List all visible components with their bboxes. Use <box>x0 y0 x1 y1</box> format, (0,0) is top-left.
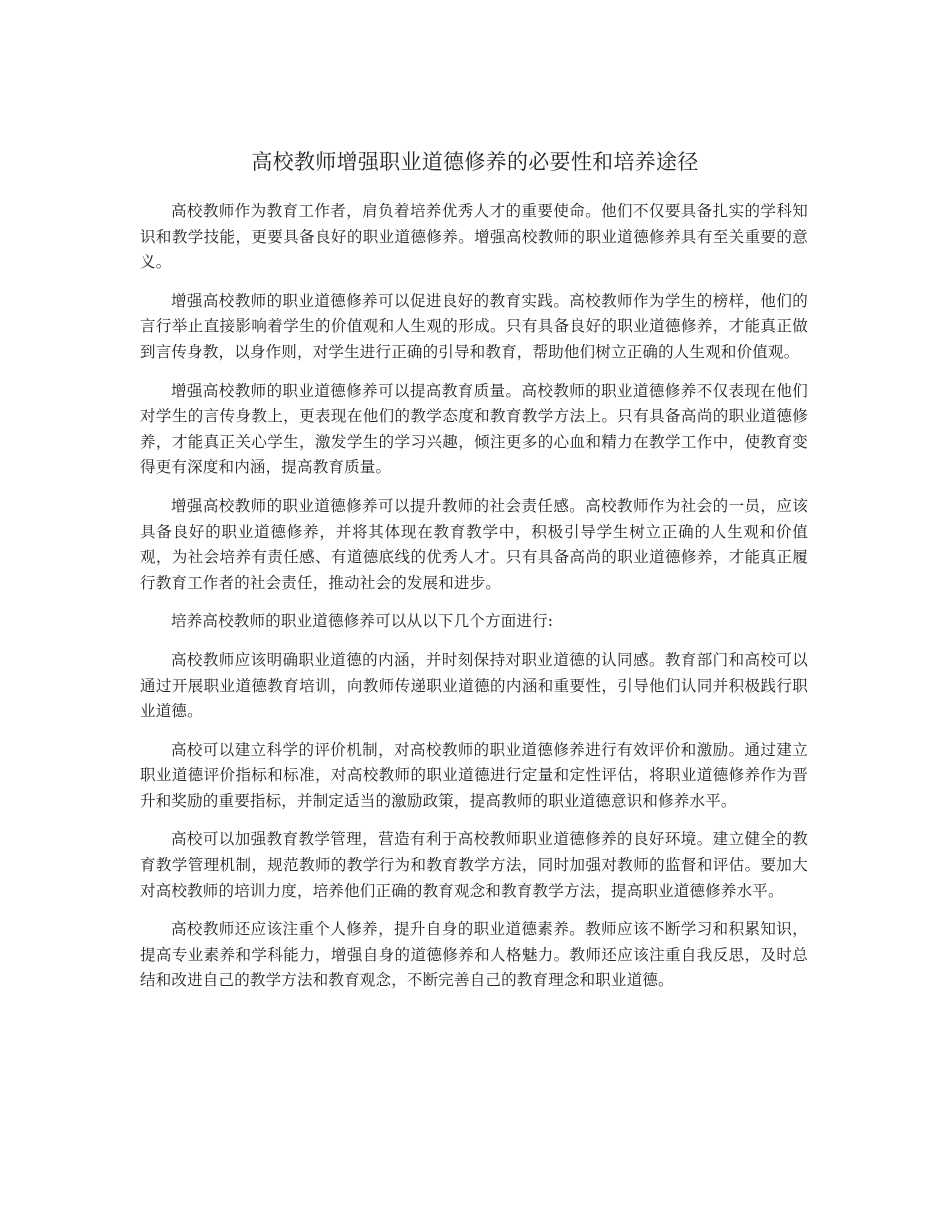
paragraph-6: 高校教师应该明确职业道德的内涵，并时刻保持对职业道德的认同感。教育部门和高校可以通过开展职业道德教育培训，向教师传递职业道德的内涵和重要性，引导他们认同并积极践行职业道德。 <box>140 650 808 721</box>
paragraph-7: 高校可以建立科学的评价机制，对高校教师的职业道德修养进行有效评价和激励。通过建立职业道德评价指标和标准，对高校教师的职业道德进行定量和定性评估，将职业道德修养作为晋升和奖励的重要指标，并制定适当的激励政策，提高教师的职业道德意识和修养水平。 <box>140 740 808 810</box>
paragraph-9: 高校教师还应该注重个人修养，提升自身的职业道德素养。教师应该不断学习和积累知识，提高专业素养和学科能力，增强自身的道德修养和人格魅力。教师还应该注重自我反思，及时总结和改进自己的教学方法和教育观念，不断完善自己的教育理念和职业道德。 <box>140 920 808 990</box>
paragraph-5: 培养高校教师的职业道德修养可以从以下几个方面进行: <box>171 612 554 631</box>
document-title: 高校教师增强职业道德修养的必要性和培养途径 <box>251 150 699 174</box>
paragraph-1: 高校教师作为教育工作者，肩负着培养优秀人才的重要使命。他们不仅要具备扎实的学科知识和教学技能，更要具备良好的职业道德修养。增强高校教师的职业道德修养具有至关重要的意义。 <box>140 202 808 272</box>
paragraph-8: 高校可以加强教育教学管理，营造有利于高校教师职业道德修养的良好环境。建立健全的教育教学管理机制，规范教师的教学行为和教育教学方法，同时加强对教师的监督和评估。要加大对高校教师的培训力度，培养他们正确的教育观念和教育教学方法，提高职业道德修养水平。 <box>140 830 808 900</box>
document-body <box>140 199 808 1007</box>
paragraph-4: 增强高校教师的职业道德修养可以提升教师的社会责任感。高校教师作为社会的一员，应该具备良好的职业道德修养，并将其体现在教育教学中，积极引导学生树立正确的人生观和价值观，为社会培养有责任感、有道德底线的优秀人才。只有具备高尚的职业道德修养，才能真正履行教育工作者的社会责任，推动社会的发展和进步。 <box>140 496 808 592</box>
paragraph-3: 增强高校教师的职业道德修养可以提高教育质量。高校教师的职业道德修养不仅表现在他们对学生的言传身教上，更表现在他们的教学态度和教育教学方法上。只有具备高尚的职业道德修养，才能真正关心学生，激发学生的学习兴趣，倾注更多的心血和精力在教学工作中，使教育变得更有深度和内涵，提高教育质量。 <box>140 381 808 477</box>
paragraph-2: 增强高校教师的职业道德修养可以促进良好的教育实践。高校教师作为学生的榜样，他们的言行举止直接影响着学生的价值观和人生观的形成。只有具备良好的职业道德修养，才能真正做到言传身教，以身作则，对学生进行正确的引导和教育，帮助他们树立正确的人生观和价值观。 <box>140 291 808 361</box>
